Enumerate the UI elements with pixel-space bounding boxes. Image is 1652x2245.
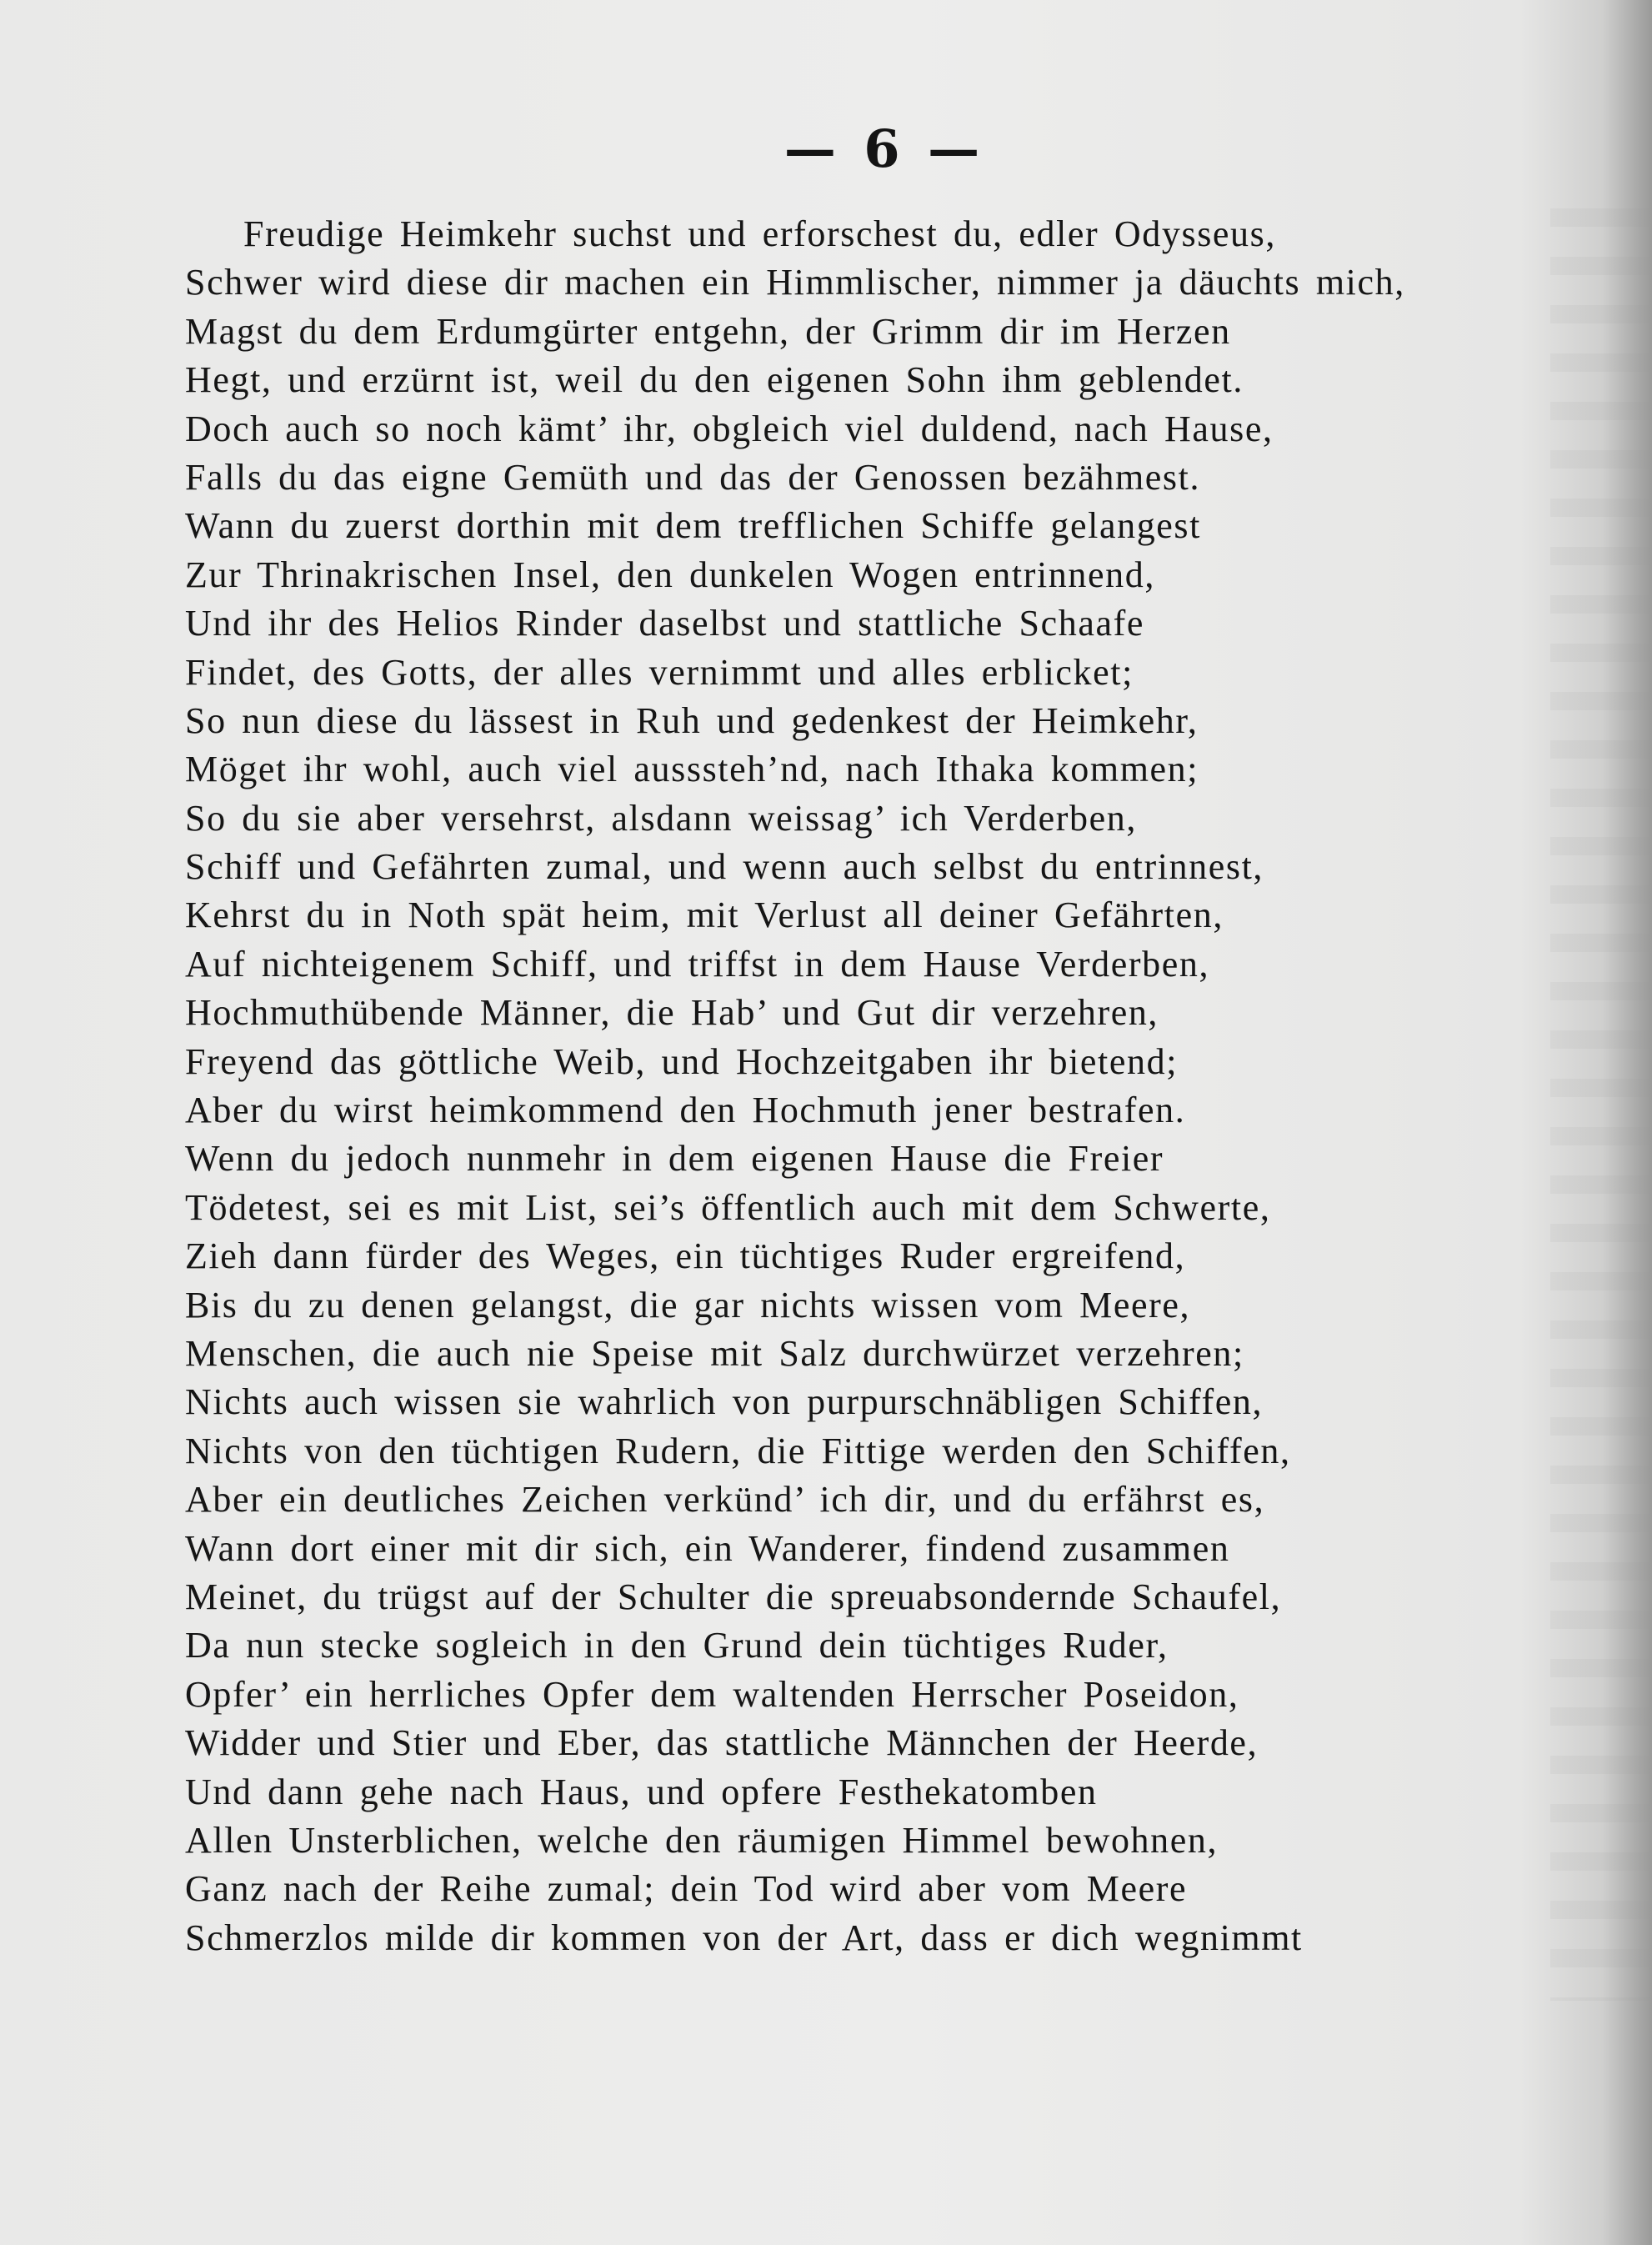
verse-line: So du sie aber versehrst, alsdann weissag’ ich Verderben, [185,797,1137,839]
verse-line: Bis du zu denen gelangst, die gar nichts wissen vom Meere, [185,1284,1191,1325]
verse-line: Nichts von den tüchtigen Rudern, die Fittige werden den Schiffen, [185,1430,1291,1471]
verse-line: Wann du zuerst dorthin mit dem trefflichen Schiffe gelangest [185,505,1201,547]
verse-line: Freyend das göttliche Weib, und Hochzeitgaben ihr bietend; [185,1040,1179,1082]
verse-line: Magst du dem Erdumgürter entgehn, der Grimm dir im Herzen [185,310,1231,352]
verse-line: Auf nichteigenem Schiff, und triffst in dem Hause Verderben, [185,943,1210,985]
verse-line: Widder und Stier und Eber, das stattliche Männchen der Heerde, [185,1722,1259,1764]
verse-line: Da nun stecke sogleich in den Grund dein tüchtiges Ruder, [185,1625,1169,1666]
verse-line: Doch auch so noch kämt’ ihr, obgleich viel duldend, nach Hause, [185,408,1274,449]
verse-line: Wann dort einer mit dir sich, ein Wanderer, findend zusammen [185,1527,1230,1569]
verse-line: Menschen, die auch nie Speise mit Salz durchwürzet verzehren; [185,1332,1244,1374]
verse-line: Nichts auch wissen sie wahrlich von purpurschnäbligen Schiffen, [185,1381,1264,1423]
verse-line: Aber ein deutliches Zeichen verkünd’ ich dir, und du erfährst es, [185,1479,1265,1521]
verse-line: Zur Thrinakrischen Insel, den dunkelen Wogen entrinnend, [185,554,1155,595]
verse-line: Schmerzlos milde dir kommen von der Art, dass er dich wegnimmt [185,1917,1303,1958]
verse-line: Freudige Heimkehr suchst und erforschest du, edler Odysseus, [243,213,1276,254]
verse-line: Schiff und Gefährten zumal, und wenn auch selbst du entrinnest, [185,846,1264,888]
verse-line: Allen Unsterblichen, welche den räumigen Himmel bewohnen, [185,1819,1219,1861]
verse-line: Hegt, und erzürnt ist, weil du den eigenen Sohn ihm geblendet. [185,359,1244,401]
verse-line: Findet, des Gotts, der alles vernimmt und alles erblicket; [185,651,1134,693]
verse-line: Opfer’ ein herrliches Opfer dem waltenden Herrscher Poseidon, [185,1673,1239,1715]
page-number: — 6 — [783,118,985,179]
verse-line: Schwer wird diese dir machen ein Himmlischer, nimmer ja däuchts mich, [185,262,1405,303]
show-through-text [1550,208,1650,2001]
verse-line: Möget ihr wohl, auch viel ausssteh’nd, nach Ithaka kommen; [185,749,1199,790]
verse-line: Meinet, du trügst auf der Schulter die spreuabsondernde Schaufel, [185,1576,1282,1617]
verse-line: Zieh dann fürder des Weges, ein tüchtiges Ruder ergreifend, [185,1235,1186,1277]
verse-line: Ganz nach der Reihe zumal; dein Tod wird aber vom Meere [185,1868,1188,1910]
verse-line: So nun diese du lässest in Ruh und gedenkest der Heimkehr, [185,699,1199,741]
verse-line: Falls du das eigne Gemüth und das der Genossen bezähmest. [185,456,1201,498]
verse-line: Und ihr des Helios Rinder daselbst und stattliche Schaafe [185,603,1144,644]
verse-block [185,210,1469,1962]
verse-line: Tödetest, sei es mit List, sei’s öffentlich auch mit dem Schwerte, [185,1186,1271,1228]
verse-line: Kehrst du in Noth spät heim, mit Verlust all deiner Gefährten, [185,894,1224,936]
verse-line: Aber du wirst heimkommend den Hochmuth jener bestrafen. [185,1090,1186,1131]
verse-line: Hochmuthübende Männer, die Hab’ und Gut dir verzehren, [185,992,1159,1034]
verse-line: Und dann gehe nach Haus, und opfere Festhekatomben [185,1771,1098,1812]
verse-line: Wenn du jedoch nunmehr in dem eigenen Hause die Freier [185,1138,1164,1180]
